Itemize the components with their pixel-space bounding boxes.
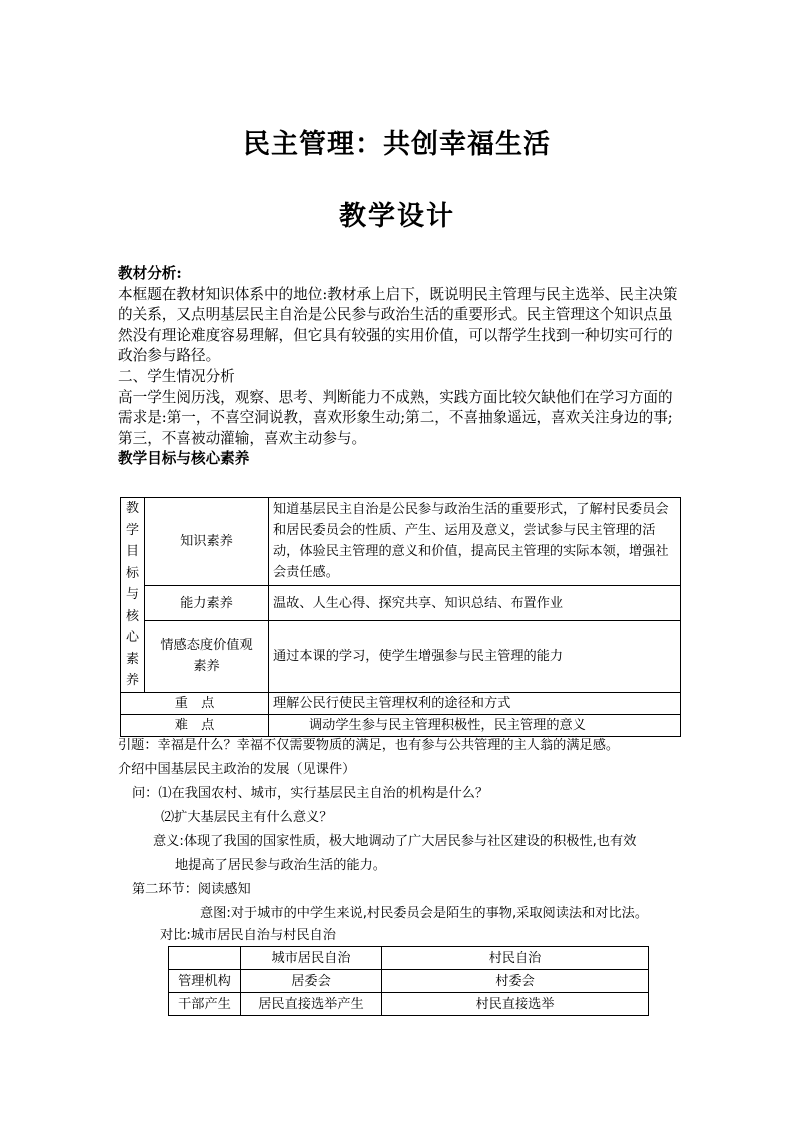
lesson-question-1: 问：⑴在我国农村、城市，实行基层民主自治的机构是什么？ — [132, 786, 489, 801]
compare-cell: 居委会 — [241, 970, 382, 993]
difficulty-content: 调动学生参与民主管理积极性，民主管理的意义 — [269, 714, 681, 736]
compare-row-label: 管理机构 — [169, 970, 241, 993]
goals-table — [120, 497, 681, 737]
lesson-meaning-line1: 意义:体现了我国的国家性质，极大地调动了广大居民参与社区建设的积极性,也有效 — [153, 834, 637, 849]
goal-category-ability: 能力素养 — [145, 585, 269, 620]
goals-vertical-label: 教 学 目 标 与 核 心 素 养 — [121, 498, 145, 693]
student-analysis-text: 高一学生阅历浅，观察、思考、判断能力不成熟，实践方面比较欠缺他们在学习方面的需求是:第一，不喜空洞说教，喜欢形象生动;第二，不喜抽象遥远，喜欢关注身边的事;第三，不喜被动灌输，喜欢主动参与。 — [118, 388, 673, 447]
compare-header-city: 城市居民自治 — [241, 947, 382, 970]
compare-cell: 居民直接选举产生 — [241, 993, 382, 1016]
goal-category-knowledge: 知识素养 — [145, 498, 269, 586]
lesson-meaning-line2: 地提高了居民参与政治生活的能力。 — [175, 858, 386, 873]
compare-header-village: 村民自治 — [382, 947, 649, 970]
lesson-intent: 意图:对于城市的中学生来说,村民委员会是陌生的事物,采取阅读法和对比法。 — [200, 906, 649, 921]
goals-heading: 教学目标与核心素养 — [118, 450, 250, 468]
student-analysis-heading: 二、学生情况分析 — [118, 367, 235, 385]
compare-cell: 村民直接选举 — [382, 993, 649, 1016]
goal-content-attitude: 通过本课的学习，使学生增强参与民主管理的能力 — [269, 621, 681, 692]
goal-category-attitude: 情感态度价值观素养 — [145, 621, 269, 692]
goal-content-ability: 温故、人生心得、探究共享、知识总结、布置作业 — [269, 585, 681, 620]
compare-header-blank — [169, 947, 241, 970]
document-subtitle: 教学设计 — [339, 201, 455, 232]
lesson-compare-label: 对比:城市居民自治与村民自治 — [160, 928, 336, 943]
lesson-intro: 引题：幸福是什么？幸福不仅需要物质的满足，也有参与公共管理的主人翁的满足感。 — [118, 738, 620, 753]
lesson-development: 介绍中国基层民主政治的发展（见课件） — [118, 762, 356, 777]
key-point-label: 重 点 — [121, 692, 269, 714]
lesson-section — [118, 734, 688, 946]
analysis-text: 本框题在教材知识体系中的地位:教材承上启下，既说明民主管理与民主选举、民主决策的关系，又点明基层民主自治是公民参与政治生活的重要形式。民主管理这个知识点虽然没有理论难度容易理解，但它具有较强的实用价值，可以帮学生找到一种切实可行的政治参与路径。 — [118, 285, 678, 365]
compare-row-label: 干部产生 — [169, 993, 241, 1016]
document-title: 民主管理：共创幸福生活 — [243, 129, 551, 160]
lesson-question-2: ⑵扩大基层民主有什么意义？ — [161, 810, 333, 825]
analysis-section — [118, 264, 678, 470]
analysis-heading: 教材分析: — [118, 265, 182, 282]
lesson-step-2: 第二环节：阅读感知 — [132, 882, 251, 897]
compare-cell: 村委会 — [382, 970, 649, 993]
key-point-content: 理解公民行使民主管理权利的途径和方式 — [269, 692, 681, 714]
compare-table — [168, 946, 649, 1016]
goal-content-knowledge: 知道基层民主自治是公民参与政治生活的重要形式，了解村民委员会和居民委员会的性质、产生、运用及意义，尝试参与民主管理的活动，体验民主管理的意义和价值，提高民主管理的实际本领，增强社会责任感。 — [269, 498, 681, 586]
difficulty-label: 难 点 — [121, 714, 269, 736]
